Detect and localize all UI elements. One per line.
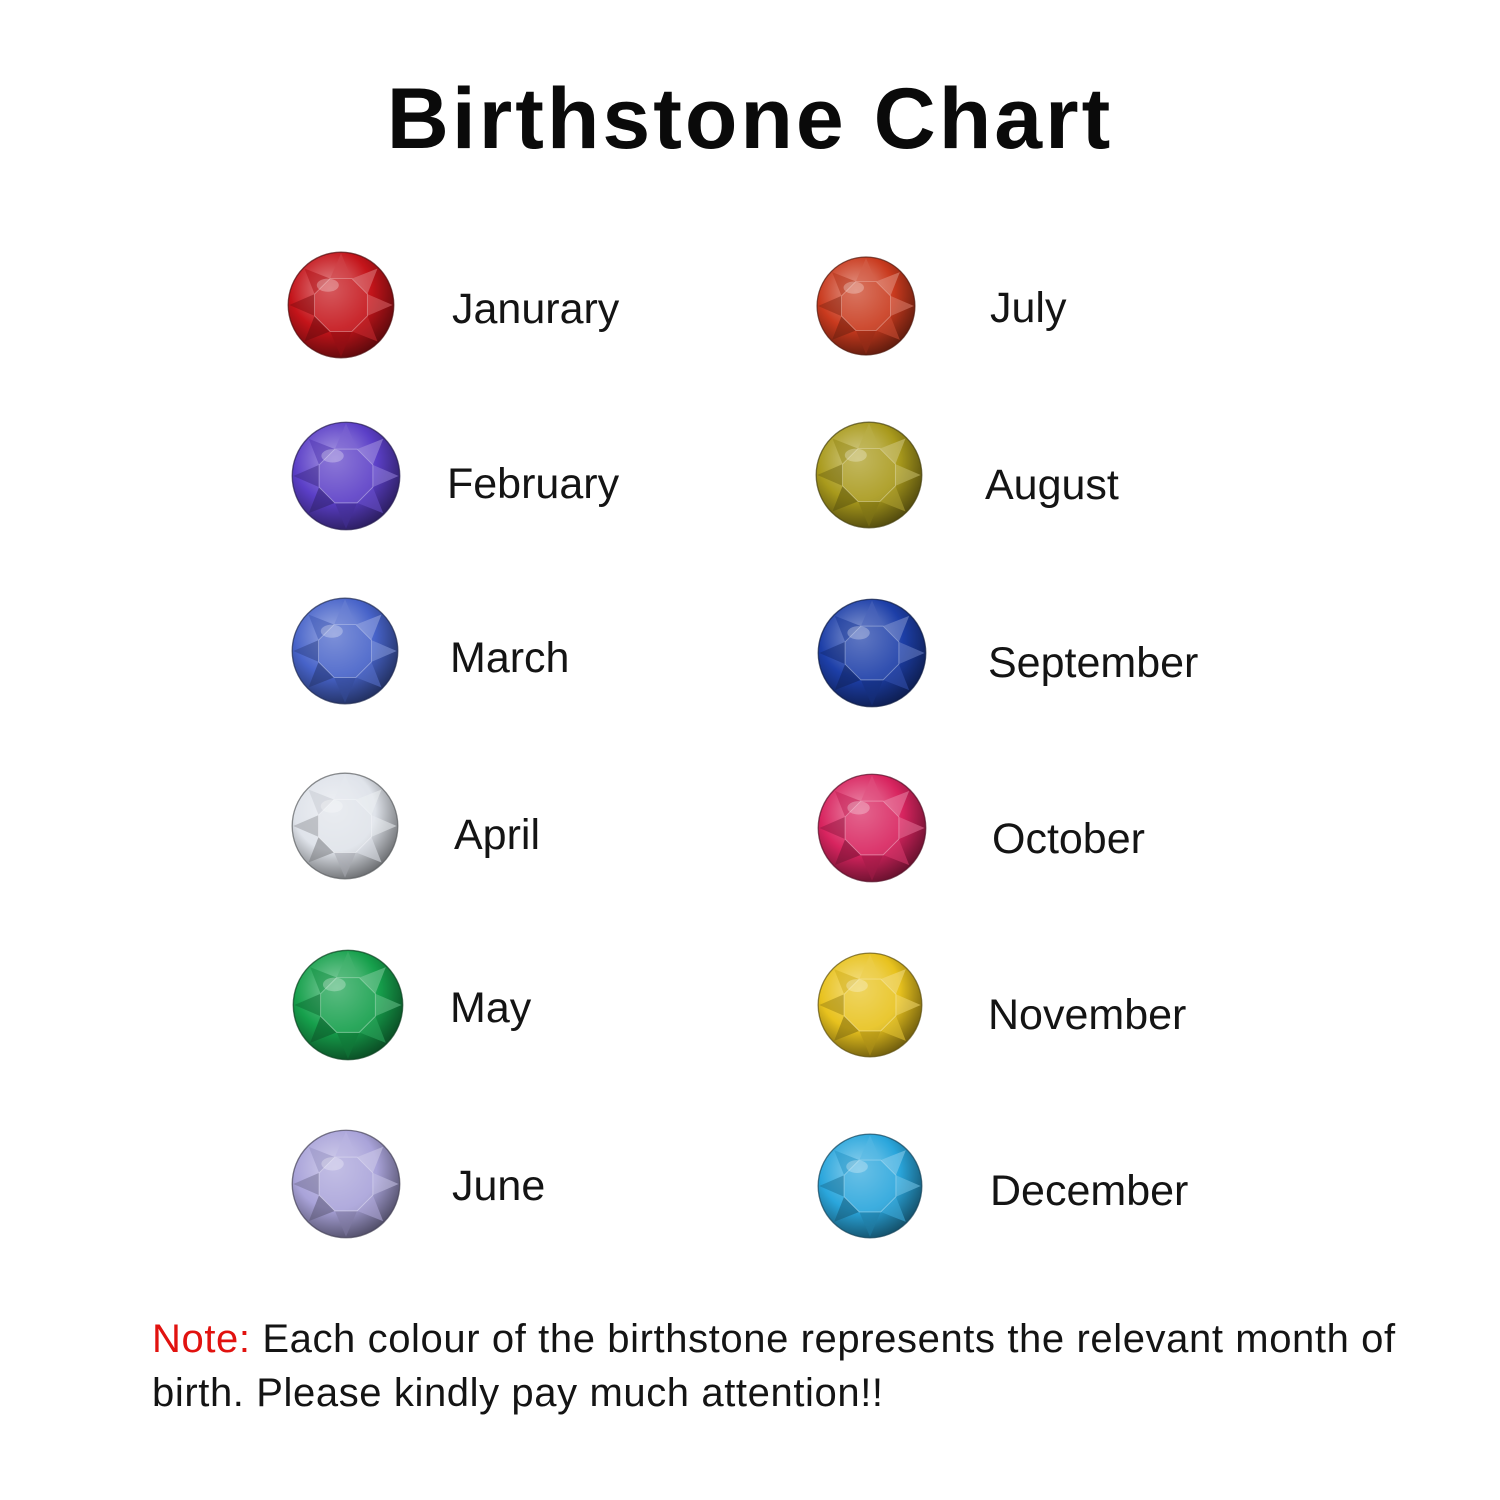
gem-april-icon xyxy=(290,770,400,882)
month-label-december: December xyxy=(990,1167,1189,1215)
month-label-october: October xyxy=(992,815,1145,863)
gem-december-icon xyxy=(816,1127,924,1245)
month-label-august: August xyxy=(985,461,1119,509)
note-text xyxy=(152,1312,1412,1420)
month-label-november: November xyxy=(988,991,1187,1039)
gem-november-icon xyxy=(816,948,924,1062)
month-label-may: May xyxy=(450,984,532,1032)
gem-september-icon xyxy=(816,594,928,712)
page-title: Birthstone Chart xyxy=(386,71,1114,167)
gem-july-icon xyxy=(815,252,917,360)
gem-january-icon xyxy=(286,248,396,362)
month-label-march: March xyxy=(450,634,570,682)
month-label-april: April xyxy=(454,811,541,859)
gem-february-icon xyxy=(290,420,402,532)
gem-june-icon xyxy=(290,1125,402,1243)
gem-october-icon xyxy=(816,770,928,886)
month-label-february: February xyxy=(447,460,620,508)
month-label-june: June xyxy=(452,1162,546,1210)
month-label-january: Janurary xyxy=(452,285,620,333)
month-label-september: September xyxy=(988,639,1199,687)
note-prefix: Note: xyxy=(152,1317,251,1361)
gem-march-icon xyxy=(290,593,400,709)
gem-may-icon xyxy=(291,948,405,1062)
gem-august-icon xyxy=(814,418,924,532)
note-body: Each colour of the birthstone represents the relevant month of birth. Please kindly pay much attention!! xyxy=(152,1317,1396,1415)
month-label-july: July xyxy=(990,284,1067,332)
